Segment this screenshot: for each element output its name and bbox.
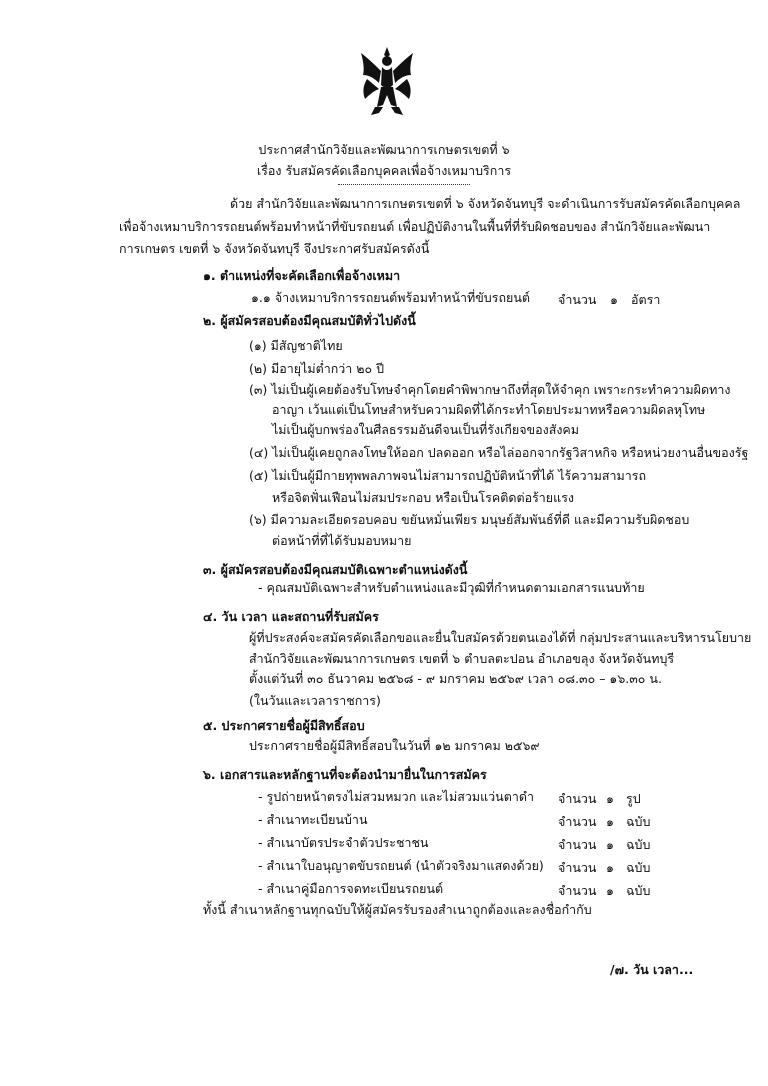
list-item-qty: ๑ <box>606 791 614 806</box>
section-4-line-3: ตั้งแต่วันที่ ๓๐ ธันวาคม ๒๕๖๘ - ๙ มกราคม ๒๕๖๙ เวลา ๐๘.๓๐ – ๑๖.๓๐ น. <box>249 671 662 686</box>
list-item-text: - สำเนาทะเบียนบ้าน <box>258 812 368 827</box>
list-item-qty: ๑ <box>606 883 614 898</box>
section-4-line-2: สำนักวิจัยและพัฒนาการเกษตร เขตที่ ๖ ตำบลตะปอน อำเภอขลุง จังหวัดจันทบุรี <box>249 651 675 666</box>
list-item-qty-label: จำนวน <box>558 837 597 852</box>
section-2-item-6-line-2: ต่อหน้าที่ที่ได้รับมอบหมาย <box>272 533 412 548</box>
intro-line-3: การเกษตร เขตที่ ๖ จังหวัดจันทบุรี จึงประกาศรับสมัครดังนี้ <box>119 241 430 256</box>
title-divider <box>338 184 470 185</box>
section-2-item-5-line-2: หรือจิตฟั่นเฟือนไม่สมประกอบ หรือเป็นโรคติดต่อร้ายแรง <box>272 490 575 505</box>
section-2-item-2: (๒) มีอายุไม่ต่ำกว่า ๒๐ ปี <box>249 361 385 376</box>
section-3-heading: ๓. ผู้สมัครสอบต้องมีคุณสมบัติเฉพาะตำแหน่งดังนี้ <box>203 562 468 577</box>
list-item-unit: ฉบับ <box>626 860 651 875</box>
section-1-heading: ๑. ตำแหน่งที่จะคัดเลือกเพื่อจ้างเหมา <box>203 268 401 283</box>
list-item-text: - สำเนาบัตรประจำตัวประชาชน <box>258 835 429 850</box>
section-2-item-6-line-1: (๖) มีความละเอียดรอบคอบ ขยันหมั่นเพียร มนุษย์สัมพันธ์ที่ดี และมีความรับผิดชอบ <box>249 512 690 527</box>
list-item-unit: ฉบับ <box>626 814 651 829</box>
list-item-qty: ๑ <box>606 860 614 875</box>
section-5-line-1: ประกาศรายชื่อผู้มีสิทธิ์สอบในวันที่ ๑๒ มกราคม ๒๕๖๙ <box>249 738 540 753</box>
announcement-subject: เรื่อง รับสมัครคัดเลือกบุคคลเพื่อจ้างเหมาบริการ <box>256 163 512 178</box>
section-2-item-3-line-1: (๓) ไม่เป็นผู้เคยต้องรับโทษจำคุกโดยคำพิพากษาถึงที่สุดให้จำคุก เพราะกระทำความผิดทาง <box>249 382 731 397</box>
list-item-qty: ๑ <box>606 814 614 829</box>
section-2-item-1: (๑) มีสัญชาติไทย <box>249 338 343 353</box>
list-item-qty-label: จำนวน <box>558 883 597 898</box>
section-3-item: - คุณสมบัติเฉพาะสำหรับตำแหน่งและมีวุฒิที่กำหนดตามเอกสารแนบท้าย <box>258 580 645 595</box>
intro-line-2: เพื่อจ้างเหมาบริการรถยนต์พร้อมทำหน้าที่ขับรถยนต์ เพื่อปฏิบัติงานในพื้นที่ที่รับผิดชอบของ สำนักวิจัยและพัฒนา <box>119 219 711 234</box>
list-item-text: - รูปถ่ายหน้าตรงไม่สวมหมวก และไม่สวมแว่นตาดำ <box>258 789 534 804</box>
section-4-line-1: ผู้ที่ประสงค์จะสมัครคัดเลือกขอและยื่นใบสมัครด้วยตนเองได้ที่ กลุ่มประสานและบริหารนโยบาย <box>249 630 752 645</box>
section-4-line-4: (ในวันและเวลาราชการ) <box>249 693 381 708</box>
list-item-unit: ฉบับ <box>626 837 651 852</box>
list-item-qty-label: จำนวน <box>558 814 597 829</box>
section-2-item-3-line-2: อาญา เว้นแต่เป็นโทษสำหรับความผิดที่ได้กระทำโดยประมาทหรือความผิดลหุโทษ <box>272 402 706 417</box>
section-6-note: ทั้งนี้ สำเนาหลักฐานทุกฉบับให้ผู้สมัครรับรองสำเนาถูกต้องและลงชื่อกำกับ <box>203 902 592 917</box>
list-item-unit: ฉบับ <box>626 883 651 898</box>
section-2-item-3-line-3: ไม่เป็นผู้บกพร่องในศีลธรรมอันดีจนเป็นที่รังเกียจของสังคม <box>272 422 580 437</box>
section-4-heading: ๔. วัน เวลา และสถานที่รับสมัคร <box>203 609 379 624</box>
list-item-unit: รูป <box>626 791 641 806</box>
section-1-unit: อัตรา <box>631 292 661 307</box>
announcement-title: ประกาศสำนักวิจัยและพัฒนาการเกษตรเขตที่ ๖ <box>258 142 510 157</box>
list-item-qty: ๑ <box>606 837 614 852</box>
section-2-item-5-line-1: (๕) ไม่เป็นผู้มีกายทุพพลภาพจนไม่สามารถปฏิบัติหน้าที่ได้ ไร้ความสามารถ <box>249 468 647 483</box>
garuda-emblem-icon <box>357 45 417 120</box>
section-6-heading: ๖. เอกสารและหลักฐานที่จะต้องนำมายื่นในการสมัคร <box>203 767 487 782</box>
section-5-heading: ๕. ประกาศรายชื่อผู้มีสิทธิ์สอบ <box>203 718 365 733</box>
section-1-qty-label: จำนวน <box>558 292 597 307</box>
section-2-item-4: (๔) ไม่เป็นผู้เคยถูกลงโทษให้ออก ปลดออก หรือไล่ออกจากรัฐวิสาหกิจ หรือหน่วยงานอื่นของรัฐ <box>249 445 749 460</box>
list-item-qty-label: จำนวน <box>558 791 597 806</box>
continuation-marker: /๗. วัน เวลา... <box>610 962 694 977</box>
intro-line-1: ด้วย สำนักวิจัยและพัฒนาการเกษตรเขตที่ ๖ จังหวัดจันทบุรี จะดำเนินการรับสมัครคัดเลือกบุคคล <box>230 196 741 211</box>
list-item-text: - สำเนาคู่มือการจดทะเบียนรถยนต์ <box>258 881 444 896</box>
list-item-qty-label: จำนวน <box>558 860 597 875</box>
list-item-text: - สำเนาใบอนุญาตขับรถยนต์ (นำตัวจริงมาแสดงด้วย) <box>258 858 544 873</box>
section-1-item: ๑.๑ จ้างเหมาบริการรถยนต์พร้อมทำหน้าที่ขับรถยนต์ <box>251 290 531 305</box>
section-1-qty: ๑ <box>610 292 618 307</box>
section-2-heading: ๒. ผู้สมัครสอบต้องมีคุณสมบัติทั่วไปดังนี้ <box>203 313 416 328</box>
